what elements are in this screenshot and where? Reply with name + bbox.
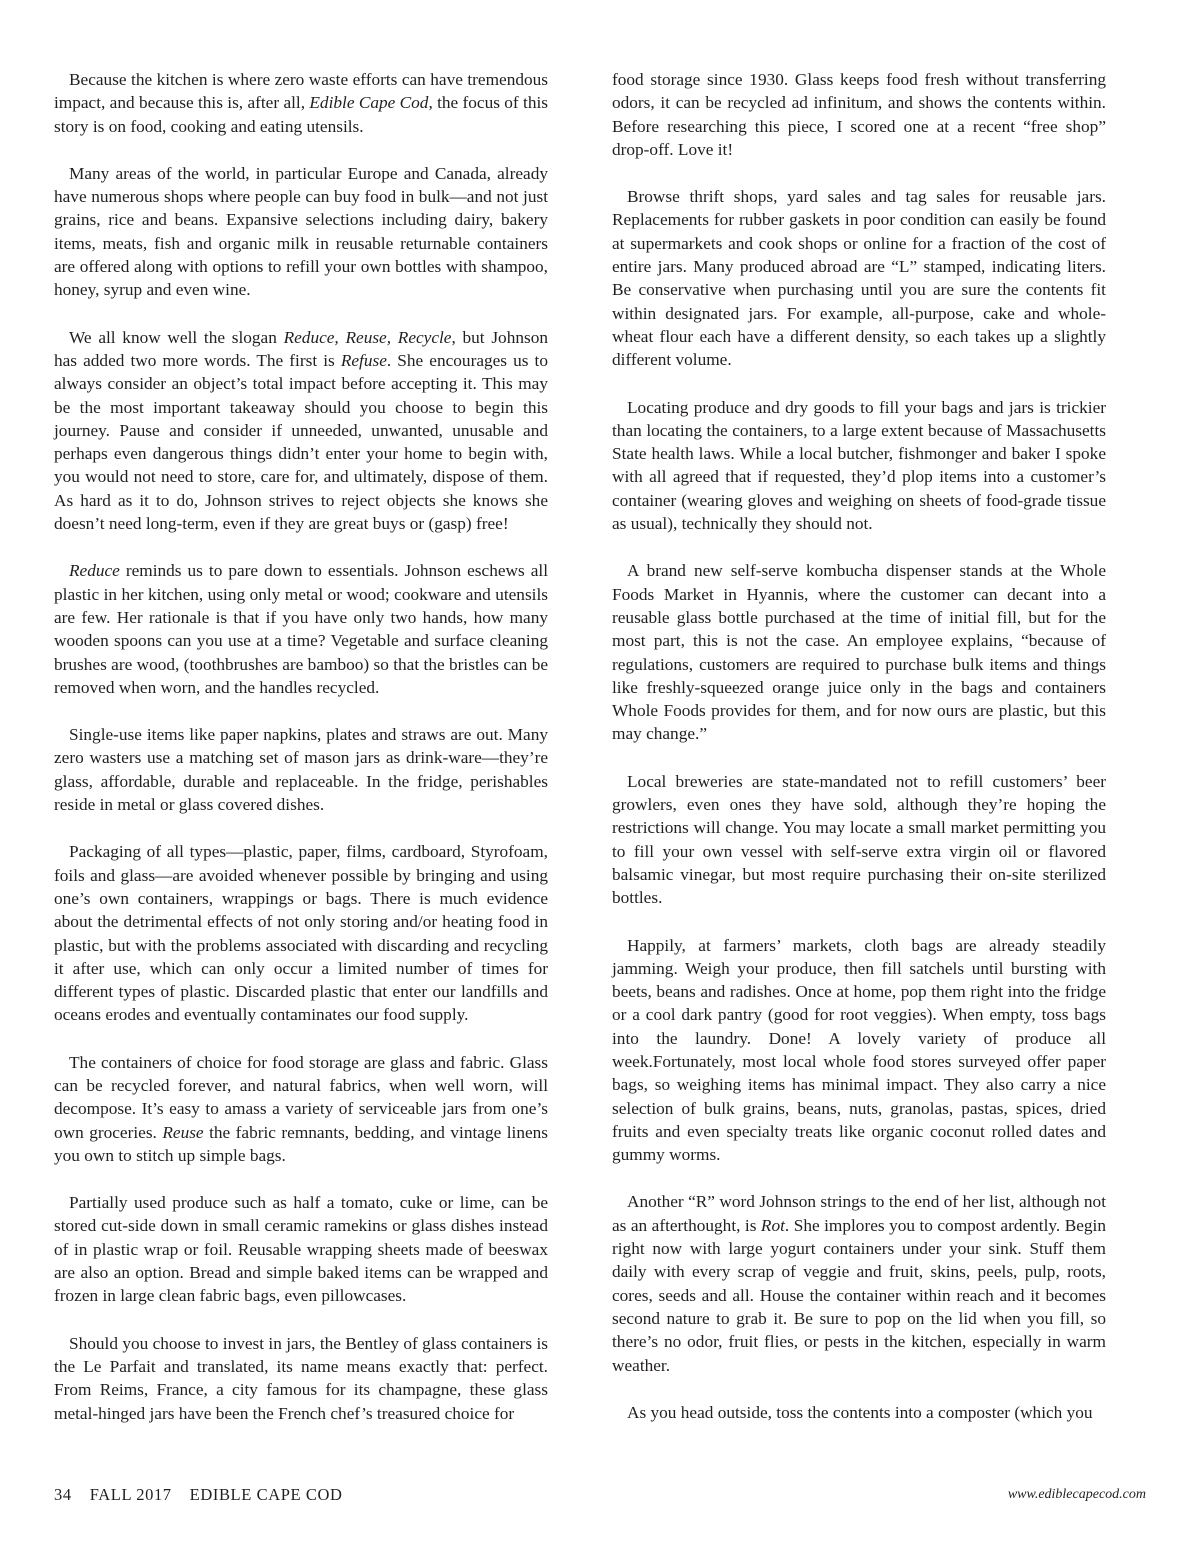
italic-run: Refuse <box>340 350 387 370</box>
body-paragraph <box>54 68 548 138</box>
body-paragraph <box>54 1191 548 1307</box>
article-column-left <box>54 68 548 1425</box>
body-paragraph <box>612 68 1106 161</box>
magazine-name: EDIBLE CAPE COD <box>189 1485 343 1504</box>
body-paragraph <box>612 934 1106 1167</box>
body-paragraph <box>54 162 548 302</box>
text-run: Packaging of all types—plastic, paper, films, cardboard, Styrofoam, foils and glass—are avoided whenever possible by bringing and using one’s own containers, wrappings or bags. There is much evidence about the detrimental effects of not only storing and/or heating food in plastic, but with the problems associated with discarding and recycling it after use, which can only occur a limited number of times for different types of plastic. Discarded plastic that enter our landfills and oceans erodes and eventually contaminates our food supply. <box>54 842 548 1025</box>
website-link[interactable]: www.ediblecapecod.com <box>1007 1487 1146 1502</box>
italic-run: Edible Cape Cod <box>309 93 429 113</box>
text-run: Happily, at farmers’ markets, cloth bags are already steadily jamming. Weigh your produce, then fill satchels until bursting with beets, beans and radishes. Once at home, pop them right into the fridge or a cool dark pantry (good for root veggies). When empty, toss bags into the laundry. Done! A lovely variety of produce all week.Fortunately, most local whole food stores surveyed offer paper bags, so weighing items has minimal impact. They also carry a nice selection of bulk grains, beans, nuts, granolas, pastas, spices, dried fruits and even specialty treats like organic coconut rolled dates and gummy worms. <box>612 935 1106 1165</box>
body-paragraph <box>54 723 548 816</box>
body-paragraph <box>612 1401 1106 1424</box>
italic-run: Reduce, Reuse, Recycle <box>283 327 452 347</box>
body-paragraph <box>612 559 1106 745</box>
body-paragraph <box>54 1332 548 1425</box>
text-run: A brand new self-serve kombucha dispenser stands at the Whole Foods Market in Hyannis, where the customer can decant into a reusable glass bottle purchased at the time of initial fill, but for the most part, this is not the case. An employee explains, “because of regulations, customers are required to purchase bulk items and things like freshly-squeezed orange juice only in the bags and containers Whole Foods provides for them, and for now ours are plastic, but this may change.” <box>612 561 1106 744</box>
body-paragraph <box>612 396 1106 536</box>
text-run: We all know well the slogan <box>69 327 284 347</box>
body-paragraph <box>612 770 1106 910</box>
text-run: . She encourages us to always consider an object’s total impact before accepting it. This may be the most important takeaway should you choose to begin this journey. Pause and consider if unneeded, unwanted, unusable and perhaps even dangerous things didn’t enter your home to begin with, you would not need to store, care for, and ultimately, dispose of them. As hard as it to do, Johnson strives to reject objects she knows she doesn’t need long-term, even if they are great buys or (gasp) free! <box>54 350 548 534</box>
folio <box>54 1485 361 1505</box>
text-run: Local breweries are state-mandated not to refill customers’ beer growlers, even ones they have sold, although they’re hoping the restrictions will change. You may locate a small market permitting you to fill your own vessel with self-serve extra virgin oil or flavored balsamic vinegar, but most require purchasing their on-site sterilized bottles. <box>612 771 1106 908</box>
text-run: Partially used produce such as half a tomato, cuke or lime, can be stored cut-side down in small ceramic ramekins or glass dishes instead of in plastic wrap or foil. Reusable wrapping sheets made of beeswax are also an option. Bread and simple baked items can be wrapped and frozen in large clean fabric bags, even pillowcases. <box>54 1193 548 1306</box>
text-run: , but Johnson has added two more words. The first is <box>54 327 548 370</box>
text-run: food storage since 1930. Glass keeps food fresh without transferring odors, it can be recycled ad infinitum, and shows the contents within. Before researching this piece, I scored one at a recent “free shop” drop-off. Love it! <box>612 70 1106 159</box>
text-run: Browse thrift shops, yard sales and tag sales for reusable jars. Replacements for rubber gaskets in poor condition can easily be found at supermarkets and cook shops or online for a fraction of the cost of entire jars. Many produced abroad are “L” stamped, indicating liters. Be conservative when purchasing until you are sure the contents fit within designated jars. For example, all-purpose, cake and whole-wheat flour each have a different density, so each takes up a slightly different volume. <box>612 187 1106 370</box>
body-paragraph <box>54 1051 548 1167</box>
text-run: Another “R” word Johnson strings to the end of her list, although not as an afterthought, is <box>612 1192 1106 1235</box>
body-paragraph <box>54 326 548 536</box>
body-paragraph <box>54 559 548 699</box>
text-run: the fabric remnants, bedding, and vintage linens you own to stitch up simple bags. <box>54 1122 548 1165</box>
article-column-right <box>612 68 1106 1424</box>
text-run: Should you choose to invest in jars, the Bentley of glass containers is the Le Parfait and translated, its name means exactly that: perfect. From Reims, France, a city famous for its champagne, these glass metal-hinged jars have been the French chef’s treasured choice for <box>54 1333 548 1423</box>
text-run: Many areas of the world, in particular Europe and Canada, already have numerous shops where people can buy food in bulk—and not just grains, rice and beans. Expansive selections including dairy, bakery items, meats, fish and organic milk in reusable returnable containers are offered along with options to refill your own bottles with shampoo, honey, syrup and even wine. <box>54 163 548 300</box>
text-run: , the focus of this story is on food, cooking and eating utensils. <box>54 93 548 136</box>
page-number: 34 <box>54 1485 72 1504</box>
text-run: As you head outside, toss the contents into a composter (which you <box>627 1402 1093 1422</box>
body-paragraph <box>612 185 1106 371</box>
text-run: Because the kitchen is where zero waste efforts can have tremendous impact, and because this is, after all, <box>54 70 548 113</box>
body-paragraph <box>612 1190 1106 1376</box>
italic-run: Reuse <box>162 1122 204 1142</box>
body-paragraph <box>54 840 548 1026</box>
issue-date: FALL 2017 <box>89 1485 172 1504</box>
text-run: reminds us to pare down to essentials. Johnson eschews all plastic in her kitchen, using only metal or wood; cookware and utensils are few. Her rationale is that if you have only two hands, how many wooden spoons can you use at a time? Vegetable and surface cleaning brushes are wood, (toothbrushes are bamboo) so that the bristles can be removed when worn, and the handles recycled. <box>54 561 548 697</box>
text-run: Single-use items like paper napkins, plates and straws are out. Many zero wasters use a matching set of mason jars as drink-ware—they’re glass, affordable, durable and replaceable. In the fridge, perishables reside in metal or glass covered dishes. <box>54 725 548 815</box>
text-run: . She implores you to compost ardently. Begin right now with large yogurt containers under your sink. Stuff them daily with every scrap of veggie and fruit, skins, peels, pulp, roots, cores, seeds and all. House the container within reach and it becomes second nature to grab it. Be sure to pop on the lid when you fill, so there’s no odor, fruit flies, or pests in the kitchen, especially in warm weather. <box>612 1215 1106 1375</box>
text-run: The containers of choice for food storage are glass and fabric. Glass can be recycled forever, and natural fabrics, when well worn, will decompose. It’s easy to amass a variety of serviceable jars from one’s own groceries. <box>54 1052 548 1142</box>
italic-run: Reduce <box>69 561 120 581</box>
text-run: Locating produce and dry goods to fill your bags and jars is trickier than locating the containers, to a large extent because of Massachusetts State health laws. While a local butcher, fishmonger and baker I spoke with all agreed that if requested, they’d plop items into a customer’s container (wearing gloves and weighing on sheets of food-grade tissue as usual), technically they should not. <box>612 397 1106 534</box>
page-footer <box>54 1485 1146 1509</box>
italic-run: Rot <box>760 1215 785 1235</box>
